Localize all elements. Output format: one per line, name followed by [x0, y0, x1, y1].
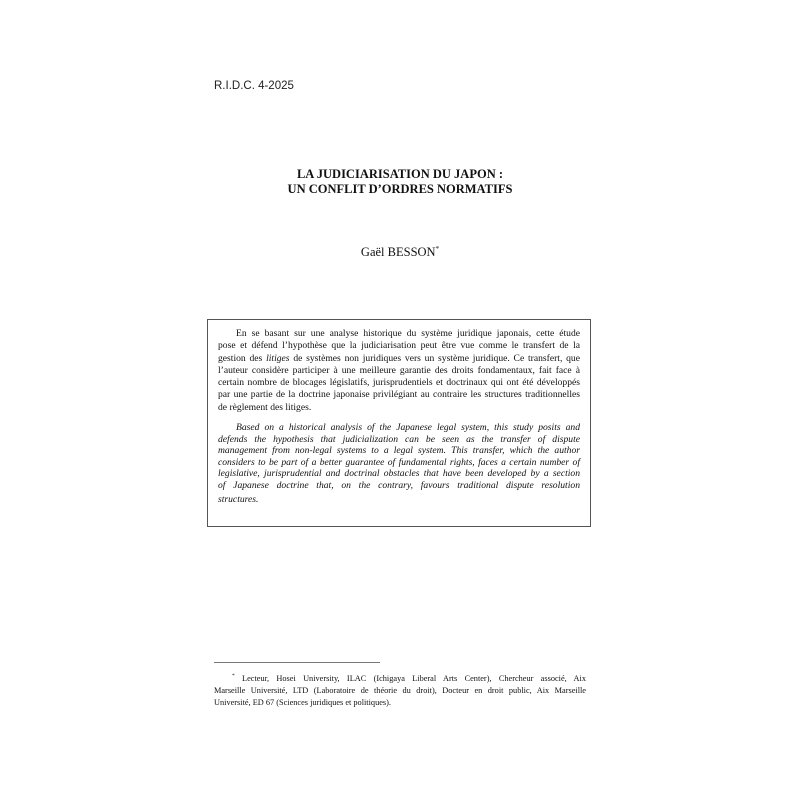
abstract-english	[218, 422, 580, 506]
abstract-line: defends the hypothesis that judicialization can be seen as the transfer of dispute	[218, 433, 580, 445]
journal-reference: R.I.D.C. 4-2025	[214, 80, 294, 92]
footnote-line	[214, 670, 586, 685]
abstract-line: pose et défend l’hypothèse que la judiciarisation peut être vue comme le transfert de la	[218, 340, 580, 352]
abstract-line: l’auteur considère participer à une meilleure garantie des droits fondamentaux, fait face à	[218, 364, 580, 376]
abstract-line	[218, 353, 580, 365]
footnote-mark: *	[232, 673, 235, 679]
abstract-line: de règlement des litiges.	[218, 401, 312, 413]
text: gestion des	[218, 352, 267, 364]
footnote-divider	[214, 662, 380, 663]
footnote-marker: *	[435, 245, 440, 253]
article-title	[0, 167, 800, 197]
author-name: Gaël BESSON	[360, 245, 436, 260]
abstract-line: structures.	[218, 494, 259, 506]
abstract-line: certain nombre de blocages législatifs, jurisprudentiels et doctrinaux qui ont été développés	[218, 377, 580, 389]
abstract-box	[207, 319, 591, 527]
title-line-1: LA JUDICIARISATION DU JAPON :	[296, 167, 504, 181]
abstract-line: par une partie de la doctrine japonaise privilégiant au contraire les structures traditionnelles	[218, 389, 580, 401]
footnote-line: Marseille Université, LTD (Laboratoire de théorie du droit), Docteur en droit public, Aix Marseille	[214, 686, 586, 696]
abstract-line: En se basant sur une analyse historique du système juridique japonais, cette étude	[236, 328, 580, 339]
abstract-line: legislative, jurisprudential and doctrinal obstacles that have been developed by a section	[218, 468, 580, 480]
footnote-line: Université, ED 67 (Sciences juridiques et politiques).	[214, 698, 391, 708]
italic-term: litiges	[266, 352, 290, 364]
abstract-line: management from non-legal systems to a legal system. This transfer, which the author	[218, 445, 580, 457]
abstract-line: considers to be part of a better guarantee of fundamental rights, faces a certain number of	[218, 456, 580, 468]
abstract-line: Based on a historical analysis of the Japanese legal system, this study posits and	[236, 422, 580, 434]
text: Lecteur, Hosei University, ILAC (Ichigaya Liberal Arts Center), Chercheur associé, Aix	[234, 673, 586, 683]
abstract-french	[218, 328, 580, 414]
title-line-2: UN CONFLIT D’ORDRES NORMATIFS	[287, 182, 513, 196]
footnote	[214, 670, 586, 710]
text: de systèmes non juridiques vers un système juridique. Ce transfert, que	[289, 352, 580, 364]
author	[0, 245, 800, 260]
abstract-line: of Japanese doctrine that, on the contrary, favours traditional dispute resolution	[218, 479, 580, 491]
